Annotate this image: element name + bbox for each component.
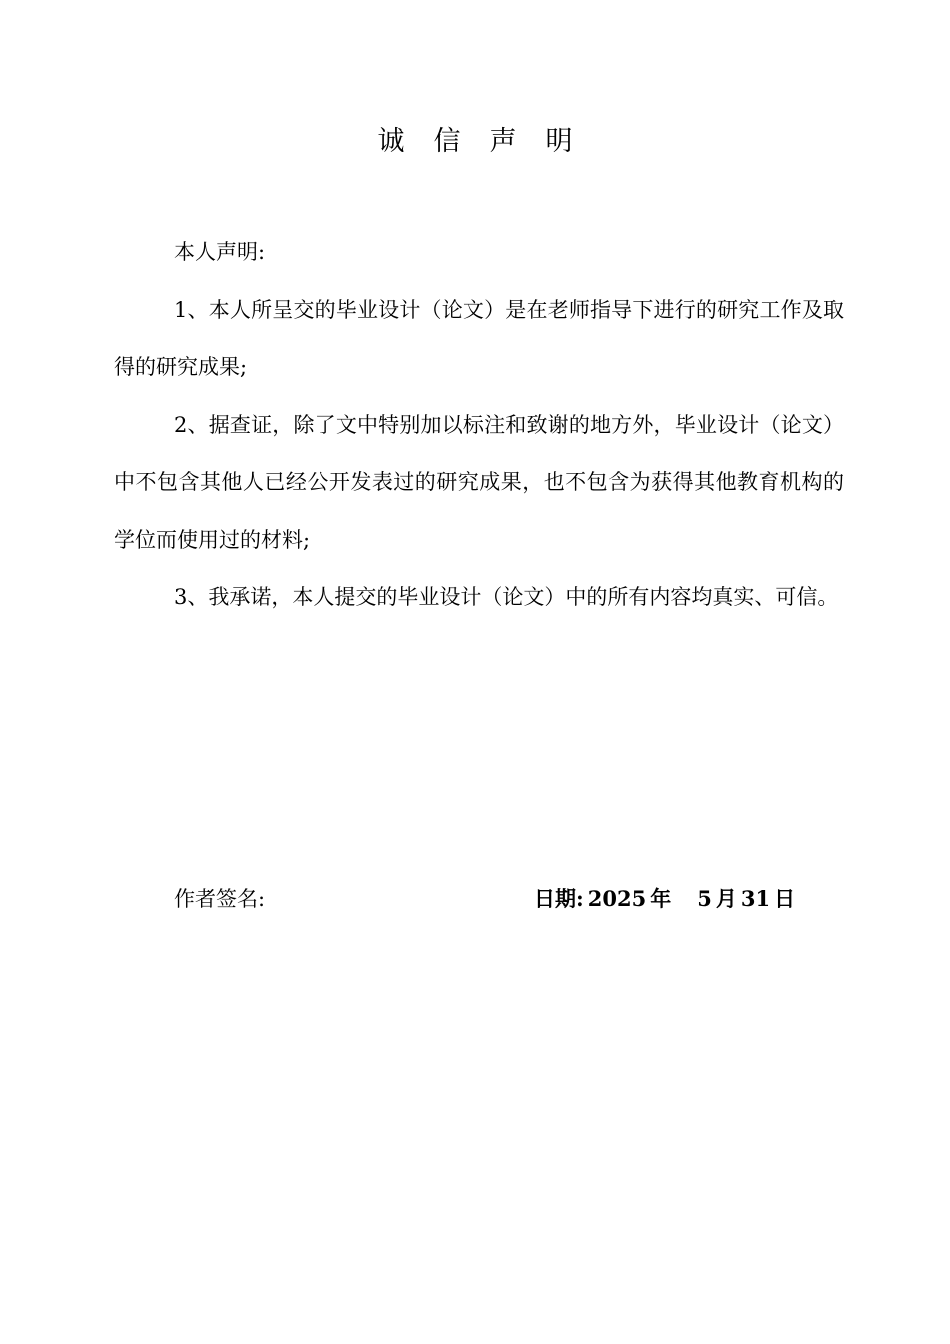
signature-date xyxy=(534,877,795,921)
date-label: 日期: xyxy=(534,886,584,911)
declaration-item-2: 2、据查证，除了文中特别加以标注和致谢的地方外，毕业设计（论文）中不包含其他人已经公开发表过的研究成果，也不包含为获得其他教育机构的学位而使用过的材料; xyxy=(114,412,844,552)
author-signature-label: 作者签名: xyxy=(174,887,266,911)
date-day: 31 xyxy=(740,886,771,911)
signature-row xyxy=(174,877,824,921)
declaration-intro: 本人声明: xyxy=(174,240,266,264)
declaration-item-1: 1、本人所呈交的毕业设计（论文）是在老师指导下进行的研究工作及取得的研究成果; xyxy=(114,297,844,379)
declaration-item-3: 3、我承诺，本人提交的毕业设计（论文）中的所有内容均真实、可信。 xyxy=(174,585,839,609)
date-month: 5 xyxy=(697,886,712,911)
date-year-unit: 年 xyxy=(650,886,672,911)
declaration-body xyxy=(114,224,844,627)
date-month-unit: 月 xyxy=(715,886,737,911)
date-year: 2025 xyxy=(587,886,647,911)
page-title: 诚信声明 xyxy=(377,126,602,157)
date-day-unit: 日 xyxy=(774,886,796,911)
